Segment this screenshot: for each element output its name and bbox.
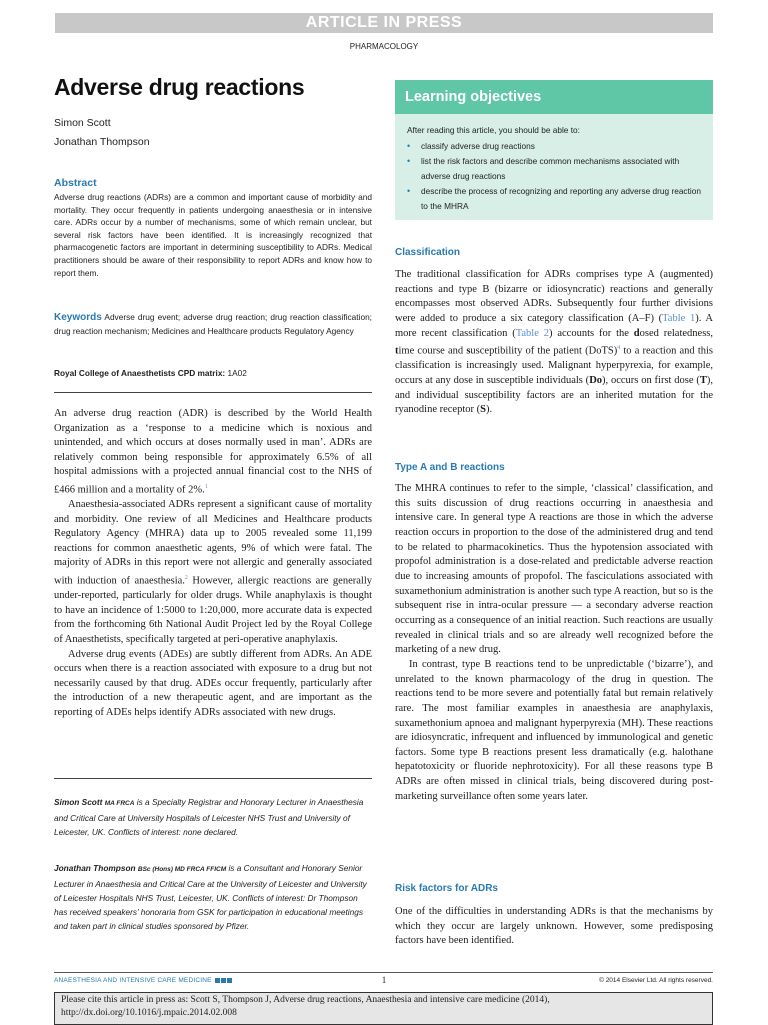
abstract-heading: Abstract <box>54 177 97 189</box>
reference-link[interactable]: 2 <box>184 575 188 582</box>
page-number: 1 <box>381 975 387 985</box>
footer-divider <box>54 972 713 973</box>
copyright: © 2014 Elsevier Ltd. All rights reserved. <box>599 977 713 984</box>
keywords-text: Adverse drug event; adverse drug reaction; drug reaction classification; drug reaction mechanism; Medicines and Healthcare products Regulatory Agency <box>54 312 372 336</box>
classification-heading: Classification <box>395 247 461 258</box>
divider <box>54 392 372 393</box>
learning-objectives-intro: After reading this article, you should be able to: <box>407 125 580 135</box>
keywords <box>54 311 372 337</box>
reference-link[interactable]: 4 <box>617 345 621 352</box>
keywords-label: Keywords <box>54 312 102 323</box>
risk-factors-text: One of the difficulties in understanding ADRs is that the mechanisms by which they occur are largely unknown. However, some predisposing factors have been identified. <box>395 906 713 947</box>
list-item <box>407 184 705 214</box>
bio-name: Simon Scott <box>54 797 103 807</box>
bio-qualifications: BSc (Hons) MD FRCA FFICM <box>137 866 227 873</box>
citation-box: Please cite this article in press as: Scott S, Thompson J, Adverse drug reactions, Anaesthesia and intensive care medicine (2014), http://dx.doi.org/10.1016/j.mpaic.2014.02.008 <box>54 992 713 1025</box>
paragraph-text: Anaesthesia-associated ADRs represent a significant cause of mortality and morbidity. One review of all Medicines and Healthcare products Regulatory Agency (MHRA) data up to 2005 revealed some 11,199 reactions for common anaesthetic agents, 9% of which were fatal. The majority of ADRs in this report were not allergic and generally associated with induction of anaesthesia. <box>54 499 372 587</box>
introduction <box>54 407 372 720</box>
bullet-icon: • <box>407 156 411 166</box>
journal-name: ANAESTHESIA AND INTENSIVE CARE MEDICINE <box>54 977 212 984</box>
list-item <box>407 139 705 154</box>
author-bio <box>54 861 372 933</box>
list-item <box>407 154 705 184</box>
reference-link[interactable]: 1 <box>204 483 208 490</box>
article-title: Adverse drug reactions <box>54 74 305 100</box>
type-ab-heading: Type A and B reactions <box>395 462 505 473</box>
bio-text: is a Specialty Registrar and Honorary Lecturer in Anaesthesia and Critical Care at University Hospitals of Leicester NHS Trust and University of Leicester, UK. Conflicts of interest: none declared. <box>54 797 364 837</box>
bullet-icon: • <box>407 141 411 151</box>
author-name: Simon Scott <box>54 117 111 129</box>
cpd-matrix <box>54 368 372 378</box>
list-item-text: list the risk factors and describe common mechanisms associated with adverse drug reactions <box>421 156 680 181</box>
table-2-link[interactable]: Table 2 <box>515 327 549 339</box>
author-bio <box>54 795 372 839</box>
bio-name: Jonathan Thompson <box>54 863 136 873</box>
bullet-icon: • <box>407 186 411 196</box>
section-label: PHARMACOLOGY <box>349 42 419 51</box>
risk-factors-heading: Risk factors for ADRs <box>395 883 498 894</box>
paragraph: In contrast, type B reactions tend to be unpredictable (‘bizarre’), and unrelated to the known pharmacology of the drug in question. The reactions tend to be more severe and potentially fatal but remain relatively rare. The most familiar examples in anaesthesia are anaphylaxis, suxamethonium apnoea and malignant hyperpyrexia (MH). These reactions are idiosyncratic, infrequent and influenced by immunological and genetic factors. Some type B reactions present less dramatically (e.g. halothane hepatotoxicity or fluoride nephrotoxicity). For all these reasons type B ADRs are often missed in clinical trials, being discovered during post-marketing surveillance often some years later. <box>395 658 713 802</box>
paragraph: The MHRA continues to refer to the simple, ‘classical’ classification, and this suits discussion of drug reactions occurring in anaesthesia and intensive care. In general type A reactions are those in which the adverse reaction occurs in proportion to the dose of the administered drug and tend to be related to pharmacokinetics. Thus the hypotension associated with propofol administration is a dose-related and predictable adverse reaction due to increasing amounts of propofol. The fasciculations associated with suxamethonium administration is another such type A reaction, but so is the subsequent rise in intra-ocular pressure — a secondary adverse reaction occurring as a consequence of an initial reaction. Such reactions are usually revealed in clinical trials and so are already well recognized before the marketing of a new drug. <box>395 483 713 656</box>
learning-objectives-box <box>395 80 713 220</box>
classification-text: The traditional classification for ADRs comprises type A (augmented) reactions and type B (bizarre or idiosyncratic) reactions and generally encompasses most observed ADRs. Subsequently four further divisions were added to produce a six category classification (A–F) (Table 1). A more recent classification (Table 2) accounts for the dosed relatedness, time course and susceptibility of the patient (DoTS)$^4$ to a reaction and this classification is increasingly used. Malignant hyperpyrexia, for example, occurs at any dose in susceptible individuals (Do), occurs on first dose (T), and individual susceptibility factors are an inherited mutation for the ryanodine receptor (S). <box>395 269 714 416</box>
bio-qualifications: MA FRCA <box>104 800 135 807</box>
author-name: Jonathan Thompson <box>54 136 150 148</box>
paragraph: Adverse drug events (ADEs) are subtly different from ADRs. An ADE occurs when there is a reaction associated with exposure to a drug but not necessarily caused by that drug. ADEs occur frequently, particularly after the introduction of a new therapeutic agent, and are important as the reporting of ADEs helps identify ADRs associated with new drugs. <box>54 648 372 718</box>
list-item-text: classify adverse drug reactions <box>421 141 535 151</box>
list-item-text: describe the process of recognizing and reporting any adverse drug reaction to the MHRA <box>421 186 701 211</box>
paragraph-text: An adverse drug reaction (ADR) is described by the World Health Organization as a ‘response to a medicine which is noxious and unintended, and which occurs at doses normally used in man’. ADRs are relatively common being responsible for approximately 6.5% of all hospital admissions with a projected annual financial cost to the NHS of £466 million and a mortality of 2%. <box>54 408 372 496</box>
abstract-text: Adverse drug reactions (ADRs) are a common and important cause of morbidity and mortality. They occur frequently in patients undergoing anaesthesia or in intensive care. ADRs occur by a number of mechanisms, some of which remain unclear, but several risk factors have been identified. It is increasingly recognized that pharmacogenetic factors are important in determining susceptibility to ADRs. Medical practitioners should be aware of their responsibility to report ADRs and know how to report them. <box>54 192 372 278</box>
learning-objectives-heading: Learning objectives <box>395 80 713 114</box>
divider <box>54 778 372 779</box>
cpd-value: 1A02 <box>227 368 247 378</box>
paragraph-text: However, allergic reactions are generally under-reported, particularly for older drugs. While anaphylaxis is thought to have an incidence of 1:5000 to 1:20,000, more accurate data is expected from the forthcoming 6th National Audit Project led by the Royal College of Anaesthetists, specifically targeted at peri-operative anaphylaxis. <box>54 575 372 645</box>
type-ab-text <box>395 482 713 804</box>
learning-objectives-list <box>407 139 705 214</box>
table-1-link[interactable]: Table 1 <box>662 312 696 324</box>
paragraph <box>54 498 372 647</box>
bio-text: is a Consultant and Honorary Senior Lecturer in Anaesthesia and Critical Care at the University of Leicester and University of Leicester Hospitals NHS Trust, Leicester, UK. Conflicts of interest: Dr Thompson has received speakers’ honoraria from GSK for participation in educational meetings and taken part in clinical studies sponsored by Pfizer. <box>54 863 367 931</box>
article-in-press-banner: ARTICLE IN PRESS <box>55 13 713 33</box>
cpd-label: Royal College of Anaesthetists CPD matrix: <box>54 368 226 378</box>
paragraph <box>54 407 372 498</box>
